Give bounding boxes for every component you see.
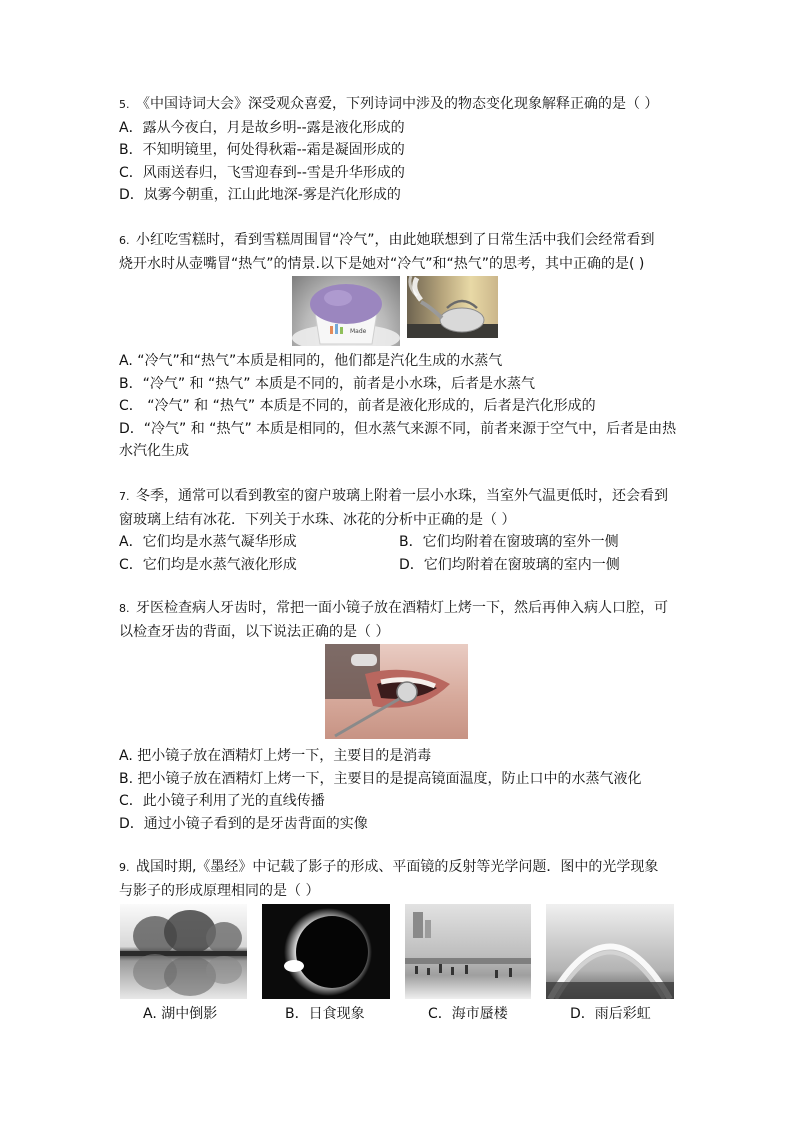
q6-option-b: B．“冷气” 和 “热气” 本质是不同的，前者是小水珠，后者是水蒸气 — [119, 375, 535, 392]
caption-d: D．雨后彩虹 — [570, 1006, 651, 1022]
question-7-stem-line2: 窗玻璃上结有冰花．下列关于水珠、冰花的分析中正确的是（ ） — [119, 511, 516, 528]
question-8-options — [119, 745, 679, 835]
question-5 — [119, 93, 679, 207]
q7-options-row-2 — [119, 554, 679, 577]
question-8-stem-line2: 以检查牙齿的背面，以下说法正确的是（ ） — [119, 623, 390, 640]
q6-option-d-continued: 水汽化生成 — [119, 443, 189, 459]
question-9-stem-line1: 9. 战国时期,《墨经》中记载了影子的形成、平面镜的反射等光学问题．图中的光学现象 — [119, 859, 659, 875]
q8-option-d: D．通过小镜子看到的是牙齿背面的实像 — [119, 815, 368, 832]
solar-eclipse-image — [262, 904, 390, 999]
q7-option-c: C．它们均是水蒸气液化形成 — [119, 556, 297, 573]
question-9 — [119, 856, 679, 902]
q8-option-c: C．此小镜子利用了光的直线传播 — [119, 793, 325, 809]
question-5-stem: 5. 《中国诗词大会》深受观众喜爱，下列诗词中涉及的物态变化现象解释正确的是（ ） — [119, 96, 659, 112]
q6-option-a: A. “冷气”和“热气”本质是相同的，他们都是汽化生成的水蒸气 — [119, 353, 503, 369]
question-7 — [119, 485, 679, 576]
q6-option-c: C． “冷气” 和 “热气” 本质是不同的，前者是液化形成的，后者是汽化形成的 — [119, 398, 596, 414]
q8-option-b: B. 把小镜子放在酒精灯上烤一下，主要目的是提高镜面温度，防止口中的水蒸气液化 — [119, 770, 642, 787]
q5-option-b: B．不知明镜里，何处得秋霜--霜是凝固形成的 — [119, 142, 405, 158]
kettle-illustration — [407, 276, 498, 338]
q5-option-d: D．岚雾今朝重，江山此地深-雾是汽化形成的 — [119, 187, 401, 203]
q7-option-d: D．它们均附着在窗玻璃的室内一侧 — [399, 556, 620, 573]
question-8-stem-line1: 8. 牙医检查病人牙齿时，常把一面小镜子放在酒精灯上烤一下，然后再伸入病人口腔，可 — [119, 600, 668, 616]
lake-reflection-illustration — [120, 904, 247, 999]
cup-label-text: Made — [350, 328, 367, 335]
question-6 — [119, 229, 679, 275]
ice-cream-illustration — [292, 276, 400, 346]
question-6-options — [119, 350, 679, 463]
question-6-stem-line2: 烧开水时从壶嘴冒“热气”的情景.以下是她对“冷气”和“热气”的思考，其中正确的是( ) — [119, 255, 645, 272]
question-9-stem-line2: 与影子的形成原理相同的是（ ） — [119, 882, 320, 899]
q5-option-c: C．风雨送春归，飞雪迎春到--雪是升华形成的 — [119, 164, 405, 181]
caption-c: C．海市蜃楼 — [428, 1006, 508, 1022]
q8-option-a: A. 把小镜子放在酒精灯上烤一下，主要目的是消毒 — [119, 748, 432, 764]
kettle-steam-image — [407, 276, 498, 338]
caption-a: A. 湖中倒影 — [143, 1006, 218, 1022]
q7-option-a: A．它们均是水蒸气凝华形成 — [119, 534, 297, 550]
ice-cream-cold-air-image — [292, 276, 400, 346]
rainbow-image — [546, 904, 674, 999]
mirage-image — [405, 904, 531, 999]
dental-mirror-illustration — [325, 644, 468, 739]
question-8 — [119, 597, 679, 643]
q5-option-a: A．露从今夜白，月是故乡明--露是液化形成的 — [119, 119, 405, 136]
rainbow-illustration — [546, 904, 674, 999]
solar-eclipse-illustration — [262, 904, 390, 999]
question-6-stem-line1: 6. 小红吃雪糕时，看到雪糕周围冒“冷气”，由此她联想到了日常生活中我们会经常看到 — [119, 232, 655, 248]
q7-option-b: B．它们均附着在窗玻璃的室外一侧 — [399, 534, 619, 550]
dental-mirror-image — [325, 644, 468, 739]
question-7-stem-line1: 7. 冬季，通常可以看到教室的窗户玻璃上附着一层小水珠，当室外气温更低时，还会看到 — [119, 488, 668, 504]
q7-options-row-1 — [119, 531, 679, 554]
lake-reflection-image — [120, 904, 247, 999]
caption-b: B．日食现象 — [285, 1006, 365, 1022]
q6-option-d: D．“冷气” 和 “热气” 本质是相同的，但水蒸气来源不同，前者来源于空气中，后者是由热 — [119, 420, 677, 437]
mirage-illustration — [405, 904, 531, 999]
